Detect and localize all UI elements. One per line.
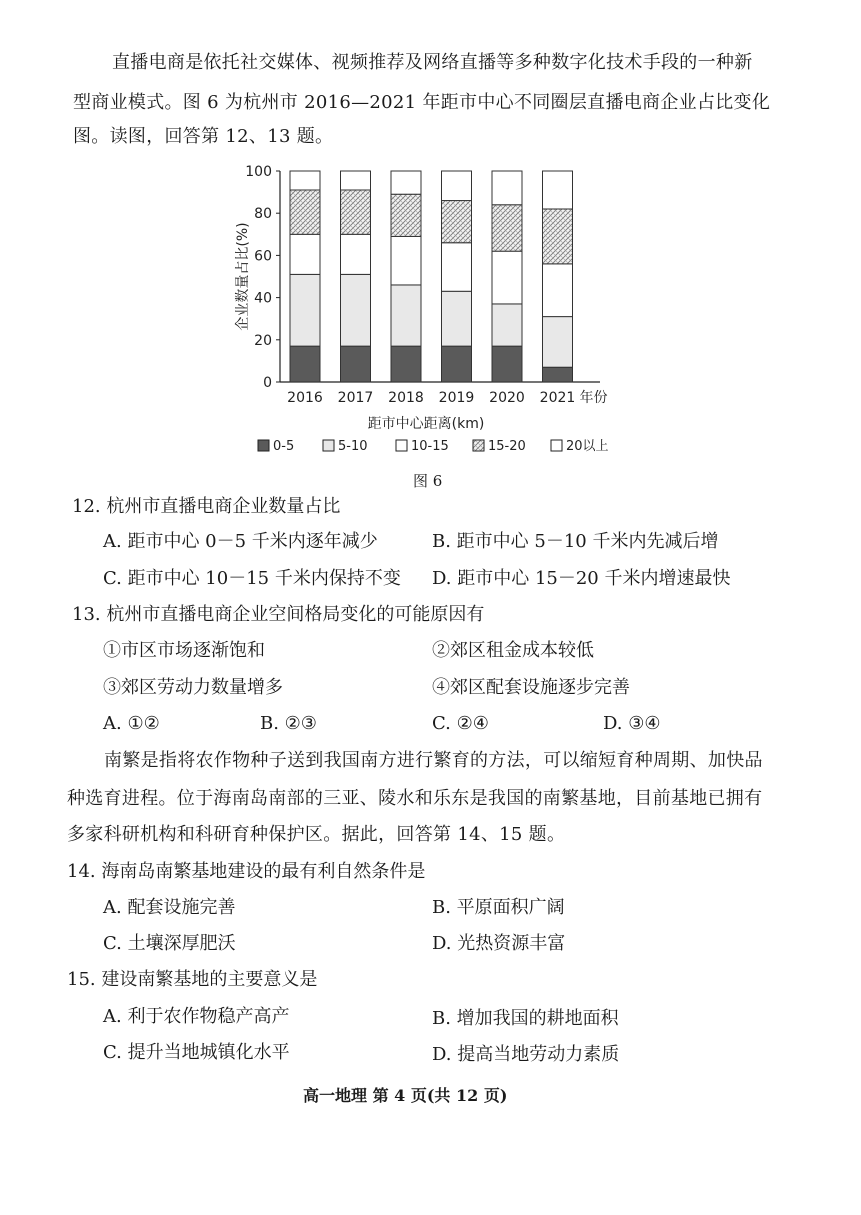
q12-option-d[interactable]: D. 距市中心 15－20 千米内增速最快 [432, 568, 731, 589]
q13-option-c[interactable]: C. ②④ [432, 713, 489, 734]
q14-option-c[interactable]: C. 土壤深厚肥沃 [103, 933, 236, 954]
legend-label: 5-10 [338, 439, 368, 454]
y-axis-label: 企业数量占比(%) [235, 222, 251, 331]
q12-option-c[interactable]: C. 距市中心 10－15 千米内保持不变 [103, 568, 401, 589]
q14-option-d[interactable]: D. 光热资源丰富 [432, 933, 566, 954]
q15-option-a[interactable]: A. 利于农作物稳产高产 [103, 1006, 290, 1027]
bar-segment [391, 285, 421, 346]
y-tick-label: 100 [245, 164, 272, 180]
legend-label: 20以上 [566, 439, 609, 454]
x-tick-label: 2017 [337, 390, 374, 406]
bar-segment [391, 194, 421, 236]
bar-segment [290, 346, 320, 382]
bar-segment [543, 264, 573, 317]
q15-option-b[interactable]: B. 增加我国的耕地面积 [432, 1008, 619, 1029]
x-tick-label: 2021 [539, 390, 576, 406]
bar-segment [492, 304, 522, 346]
y-tick-label: 20 [254, 332, 272, 349]
bar-segment [543, 367, 573, 382]
bar-segment [391, 236, 421, 285]
bar-segment [391, 346, 421, 382]
intro1-line3: 图。读图，回答第 12、13 题。 [73, 126, 334, 147]
bar-segment [442, 171, 472, 201]
q15-option-c[interactable]: C. 提升当地城镇化水平 [103, 1042, 290, 1063]
legend-swatch [323, 440, 334, 451]
bar-segment [492, 171, 522, 205]
y-tick-label: 80 [254, 206, 272, 223]
bar-segment [492, 205, 522, 251]
page-footer: 高一地理 第 4 页(共 12 页) [303, 1086, 508, 1105]
q12-option-b[interactable]: B. 距市中心 5－10 千米内先减后增 [432, 531, 719, 552]
q13-statement-2: ②郊区租金成本较低 [432, 640, 594, 661]
bar-segment [442, 243, 472, 292]
bar-segment [442, 291, 472, 346]
legend-swatch [396, 440, 407, 451]
q13-statement-3: ③郊区劳动力数量增多 [103, 677, 283, 698]
legend-swatch [473, 440, 484, 451]
y-tick-label: 0 [263, 375, 272, 391]
bar-segment [341, 346, 371, 382]
q13-stem: 13. 杭州市直播电商企业空间格局变化的可能原因有 [72, 604, 485, 625]
intro2-line2: 种选育进程。位于海南岛南部的三亚、陵水和乐东是我国的南繁基地，目前基地已拥有 [67, 788, 763, 809]
q13-option-a[interactable]: A. ①② [103, 713, 160, 734]
x-tick-label: 2019 [438, 390, 475, 406]
x-tick-label: 2018 [388, 390, 424, 406]
bar-segment [492, 346, 522, 382]
y-tick-label: 60 [254, 248, 272, 265]
bar-segment [442, 201, 472, 243]
bar-segment [341, 171, 371, 190]
bar-segment [290, 171, 320, 190]
legend-label: 15-20 [488, 439, 526, 454]
bar-segment [341, 190, 371, 234]
x-axis-suffix: 年份 [579, 390, 608, 406]
bar-segment [290, 190, 320, 234]
q14-stem: 14. 海南岛南繁基地建设的最有利自然条件是 [67, 861, 426, 882]
q13-option-b[interactable]: B. ②③ [260, 713, 317, 734]
bar-segment [543, 171, 573, 209]
q14-option-b[interactable]: B. 平原面积广阔 [432, 897, 565, 918]
intro2-line3: 多家科研机构和科研育种保护区。据此，回答第 14、15 题。 [67, 824, 566, 845]
bar-segment [341, 234, 371, 274]
bar-segment [290, 234, 320, 274]
bar-segment [492, 251, 522, 304]
x-tick-label: 2016 [287, 390, 323, 406]
q13-statement-4: ④郊区配套设施逐步完善 [432, 677, 630, 698]
bar-segment [341, 274, 371, 346]
intro2-line1: 南繁是指将农作物种子送到我国南方进行繁育的方法，可以缩短育种周期、加快品 [104, 750, 763, 771]
y-tick-label: 40 [254, 290, 272, 307]
bar-segment [391, 171, 421, 194]
legend-label: 10-15 [411, 439, 449, 454]
q14-option-a[interactable]: A. 配套设施完善 [103, 897, 236, 918]
bar-segment [543, 209, 573, 264]
bar-segment [290, 274, 320, 346]
q15-option-d[interactable]: D. 提高当地劳动力素质 [432, 1044, 620, 1065]
bar-segment [442, 346, 472, 382]
x-axis-label: 距市中心距离(km) [367, 416, 485, 432]
q13-option-d[interactable]: D. ③④ [603, 713, 661, 734]
stacked-bar-chart [228, 158, 648, 463]
intro1-line2: 型商业模式。图 6 为杭州市 2016—2021 年距市中心不同圈层直播电商企业占比变化 [73, 92, 771, 113]
legend-swatch [551, 440, 562, 451]
bar-segment [543, 317, 573, 368]
q12-stem: 12. 杭州市直播电商企业数量占比 [72, 496, 341, 517]
q13-statement-1: ①市区市场逐渐饱和 [103, 640, 265, 661]
q12-option-a[interactable]: A. 距市中心 0－5 千米内逐年减少 [103, 531, 378, 552]
q15-stem: 15. 建设南繁基地的主要意义是 [67, 969, 318, 990]
figure-caption: 图 6 [413, 472, 443, 490]
x-tick-label: 2020 [489, 390, 525, 406]
legend-label: 0-5 [273, 439, 295, 454]
legend-swatch [258, 440, 269, 451]
intro1-line1: 直播电商是依托社交媒体、视频推荐及网络直播等多种数字化技术手段的一种新 [112, 52, 753, 73]
